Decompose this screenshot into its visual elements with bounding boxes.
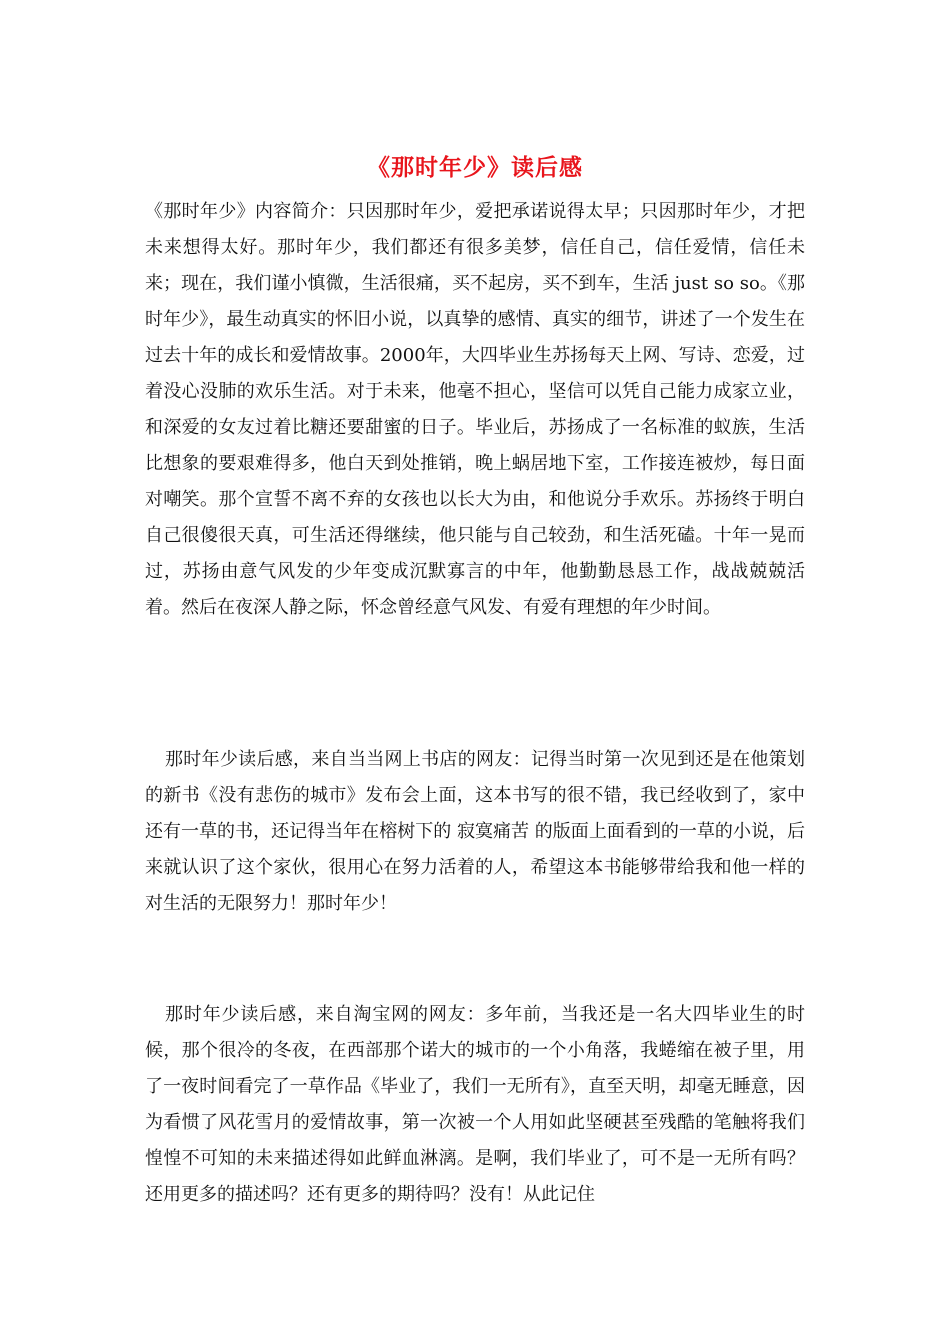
document-title: 《那时年少》读后感 <box>367 154 583 181</box>
paragraph-dangdang-review: 那时年少读后感，来自当当网上书店的网友：记得当时第一次见到还是在他策划的新书《没有悲伤的城市》发布会上面，这本书写的很不错，我已经收到了，家中还有一草的书，还记得当年在榕树下的 寂寞痛苦 的版面上面看到的一草的小说，后来就认识了这个家伙，很用心在努力活着的人，希望这本书能够带给我和他一样的对生活的无限努力！那时年少！ <box>145 749 805 914</box>
paragraph-synopsis: 《那时年少》内容简介：只因那时年少，爱把承诺说得太早；只因那时年少，才把未来想得太好。那时年少，我们都还有很多美梦，信任自己，信任爱情，信任未来；现在，我们谨小慎微，生活很痛，买不起房，买不到车，生活 just so so。《那时年少》，最生动真实的怀旧小说，以真挚的感情、真实的细节，讲述了一个发生在过去十年的成长和爱情故事。2000年，大四毕业生苏扬每天上网、写诗、恋爱，过着没心没肺的欢乐生活。对于未来，他毫不担心，坚信可以凭自己能力成家立业，和深爱的女友过着比糖还要甜蜜的日子。毕业后，苏扬成了一名标准的蚁族，生活比想象的要艰难得多，他白天到处推销，晚上蜗居地下室，工作接连被炒，每日面对嘲笑。那个宣誓不离不弃的女孩也以长大为由，和他说分手欢乐。苏扬终于明白自己很傻很天真，可生活还得继续，他只能与自己较劲，和生活死磕。十年一晃而过，苏扬由意气风发的少年变成沉默寡言的中年，他勤勤恳恳工作，战战兢兢活着。然后在夜深人静之际，怀念曾经意气风发、有爱有理想的年少时间。 <box>145 201 805 618</box>
paragraph-taobao-review: 那时年少读后感，来自淘宝网的网友：多年前，当我还是一名大四毕业生的时候，那个很冷的冬夜，在西部那个诺大的城市的一个小角落，我蜷缩在被子里，用了一夜时间看完了一草作品《毕业了，我们一无所有》，直至天明，却毫无睡意，因为看惯了风花雪月的爱情故事，第一次被一个人用如此坚硬甚至残酷的笔触将我们惶惶不可知的未来描述得如此鲜血淋漓。是啊，我们毕业了，可不是一无所有吗？还用更多的描述吗？还有更多的期待吗？没有！从此记住 <box>145 1004 805 1205</box>
